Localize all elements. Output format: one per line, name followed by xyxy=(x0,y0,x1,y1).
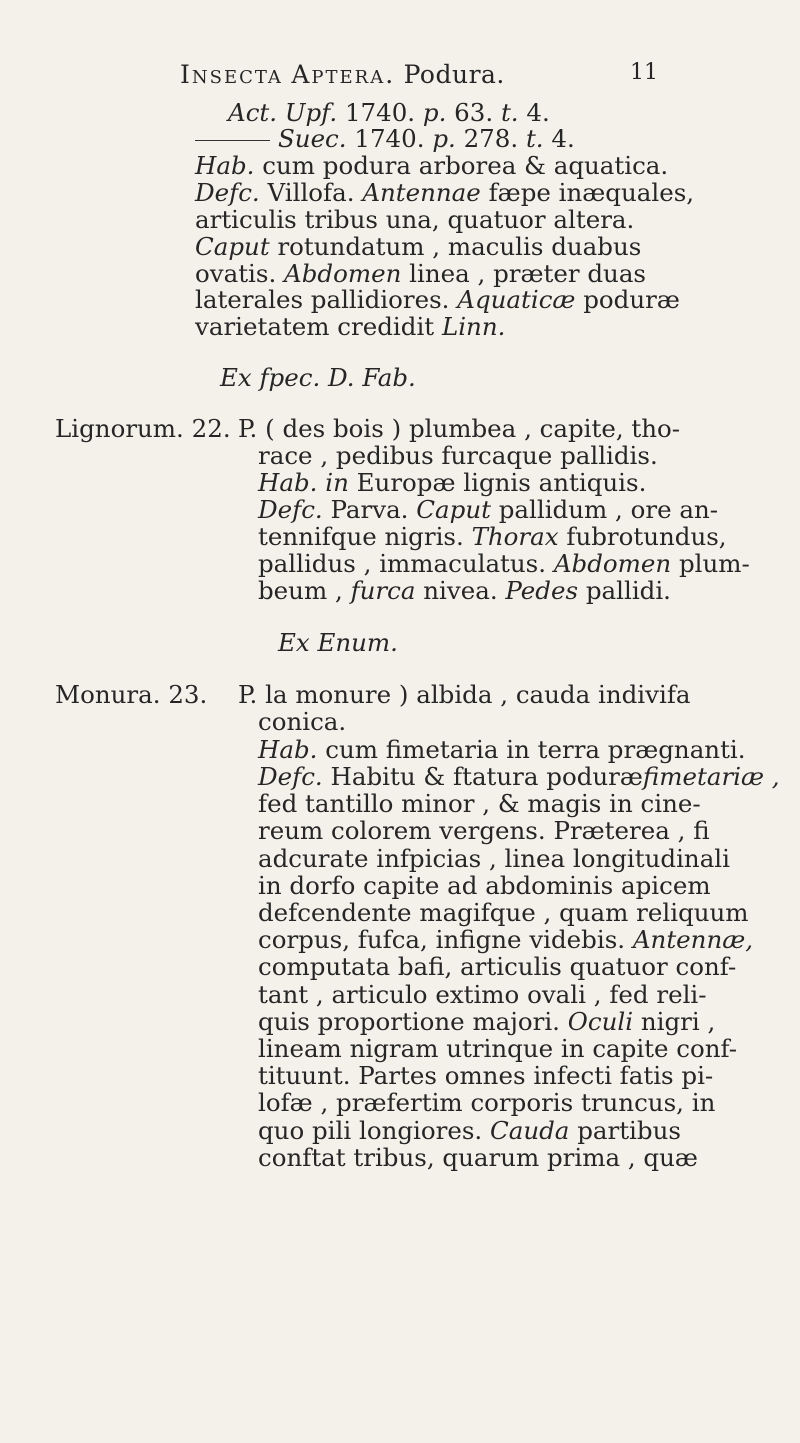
text-line: conftat tribus, quarum prima , quæ xyxy=(258,1143,698,1172)
text-line: Hab. in Europæ lignis antiquis. xyxy=(258,468,647,497)
running-title-aptera: Aptera. xyxy=(291,60,396,89)
text-line: varietatem credidit Linn. xyxy=(195,312,506,341)
text-line: articulis tribus una, quatuor altera. xyxy=(195,205,635,234)
text-line: ovatis. Abdomen linea , præter duas xyxy=(195,259,647,288)
text-line: Suec. 1740. p. 278. t. 4. xyxy=(195,124,575,154)
text-line: Hab. cum fimetaria in terra prægnanti. xyxy=(258,735,746,764)
text-line: adcurate infpicias , linea longitudinali xyxy=(258,844,730,873)
text-line: Defc. Parva. Caput pallidum , ore an- xyxy=(258,495,719,524)
ditto-rule xyxy=(195,140,270,141)
text-line: Hab. cum podura arborea & aquatica. xyxy=(195,151,669,180)
running-title-insecta: Insecta xyxy=(180,60,283,89)
text-line: Act. Upf. 1740. p. 63. t. 4. xyxy=(228,98,550,127)
text-line: Defc. Habitu & ftatura poduræfimetariæ , xyxy=(258,762,780,791)
species-margin-name: Monura. 23. xyxy=(55,680,208,709)
source-citation: Ex fpec. D. Fab. xyxy=(220,363,416,392)
text-line: tant , articulo extimo ovali , fed reli- xyxy=(258,980,707,1009)
text-line: lofæ , præfertim corporis truncus, in xyxy=(258,1088,716,1117)
text-line: reum colorem vergens. Præterea , fi xyxy=(258,816,710,845)
text-line: tennifque nigris. Thorax fubrotundus, xyxy=(258,522,727,551)
text-line: computata bafi, articulis quatuor conf- xyxy=(258,952,737,981)
running-head xyxy=(180,60,680,89)
text-line: in dorfo capite ad abdominis apicem xyxy=(258,871,711,900)
text-line: P. la monure ) albida , cauda indivifa xyxy=(238,680,691,709)
text-line: defcendente magifque , quam reliquum xyxy=(258,898,749,927)
text-line: tituunt. Partes omnes infecti fatis pi- xyxy=(258,1061,714,1090)
source-citation: Ex Enum. xyxy=(278,628,398,657)
entry-number: 23. xyxy=(168,680,208,709)
text-line: laterales pallidiores. Aquaticæ poduræ xyxy=(195,285,680,314)
text-line: Defc. Villofa. Antennae fæpe inæquales, xyxy=(195,178,695,207)
text-line: beum , furca nivea. Pedes pallidi. xyxy=(258,576,671,605)
page-number: 11 xyxy=(630,60,658,85)
text-line: race , pedibus furcaque pallidis. xyxy=(258,441,658,470)
text-line: quo pili longiores. Cauda partibus xyxy=(258,1116,681,1145)
text-line: conica. xyxy=(258,707,347,736)
entry-number: 22. xyxy=(191,414,231,443)
species-margin-name: Lignorum. 22. xyxy=(55,414,231,443)
text-line: P. ( des bois ) plumbea , capite, tho- xyxy=(238,414,681,443)
running-title-podura: Podura. xyxy=(403,60,505,89)
text-line: quis proportione majori. Oculi nigri , xyxy=(258,1007,716,1036)
text-line: lineam nigram utrinque in capite conf- xyxy=(258,1034,738,1063)
text-line: pallidus , immaculatus. Abdomen plum- xyxy=(258,549,750,578)
text-line: corpus, fufca, infigne videbis. Antennæ, xyxy=(258,925,754,954)
text-line: Caput rotundatum , maculis duabus xyxy=(195,232,642,261)
text-line: fed tantillo minor , & magis in cine- xyxy=(258,789,701,818)
